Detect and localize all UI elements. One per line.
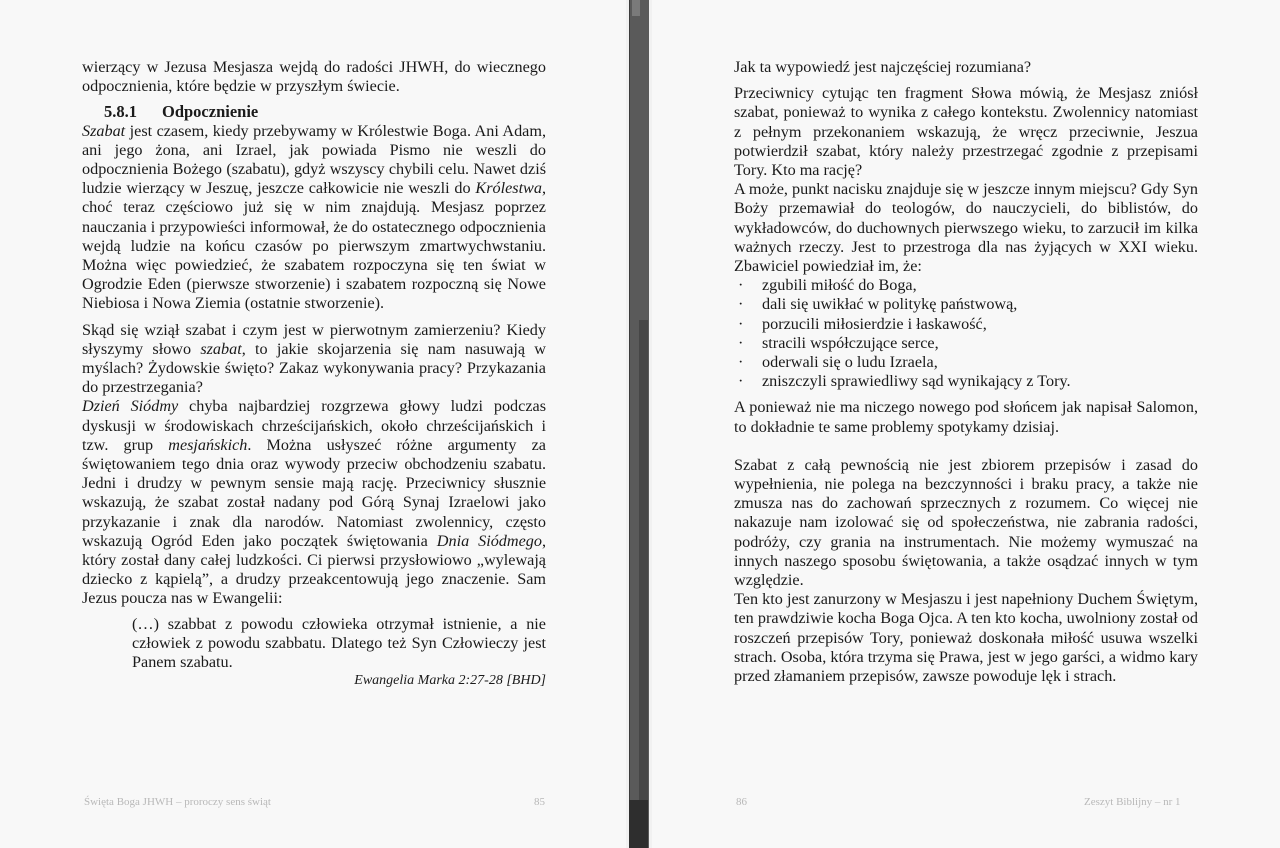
- text: , który został dany całej ludzkości. Ci pierwsi przysłowiowo „wylewają dziecko z kąpielą”, a drudzy przeakcentowują jego znaczenie. Sam Jezus poucza nas w Ewangelii:: [82, 531, 546, 608]
- gutter-shade: [632, 0, 640, 16]
- paragraph: Szabat z całą pewnością nie jest zbiorem przepisów i zasad do wypełnienia, nie polega na bezczynności i braku pracy, a także nie zmusza nas do zachowań sprzecznych z rozumem. Co więcej nie nakazuje nam izolować się od społeczeństwa, nie zabrania radości, podróży, czy grania na instrumentach. Nie możemy wymuszać na innych naszego sposobu świętowania, a także osądzać innych w tym względzie.: [734, 455, 1198, 590]
- page-gutter: [626, 0, 652, 848]
- text: , choć teraz częściowo już się w nim znajdują. Mesjasz poprzez nauczania i przypowieści informował, że do ostatecznego odpocznienia wejdą ludzie na końcu czasów po pierwszym zmartwychwstaniu. Można więc powiedzieć, że szabatem rozpoczyna się ten świat w Ogrodzie Eden (pierwsze stworzenie) i szabatem rozpoczną się Nowe Niebiosa i Nowa Ziemia (ostatnie stworzenie).: [82, 179, 546, 313]
- emphasis: szabat: [200, 339, 242, 358]
- list-item: · porzucili miłosierdzie i łaskawość,: [734, 315, 1198, 334]
- text: chyba najbardziej rozgrzewa głowy ludzi podczas dyskusji w środowiskach chrześcijańskich, około chrześcijańskich i tzw. grup: [82, 397, 546, 454]
- list-item: · zniszczyli sprawiedliwy sąd wynikający z Tory.: [734, 372, 1198, 391]
- text: , to jakie skojarzenia się nam nasuwają w myślach? Żydowskie święto? Zakaz wykonywania pracy? Przykazania do przestrzegania?: [82, 339, 546, 397]
- paragraph: [82, 321, 546, 398]
- emphasis: Dnia Siódmego: [436, 531, 542, 550]
- section-title: Odpocznienie: [162, 102, 259, 122]
- list-item: · dali się uwikłać w politykę państwową,: [734, 295, 1198, 314]
- page-number: 85: [534, 796, 545, 808]
- text: . Można usłyszeć różne argumenty za świętowaniem tego dnia oraz wywody przeciw obchodzeniu szabatu. Jedni i drudzy w pewnym sensie mają rację. Przeciwnicy słusznie wskazują, że szabat został nadany pod Górą Synaj Izraelowi jako przykazanie i znak dla narodów. Natomiast zwolennicy, często wskazują Ogród Eden jako początek świętowania: [82, 435, 546, 550]
- paragraph: Ten kto jest zanurzony w Mesjaszu i jest napełniony Duchem Świętym, ten prawdziwie kocha Boga Ojca. A ten kto kocha, uwolniony został od roszczeń przepisów Tory, ponieważ doskonała miłość usuwa wszelki strach. Osoba, która trzyma się Prawa, jest w jego garści, a widmo kary przed złamaniem przepisów, zawsze powoduje lęk i strach.: [734, 590, 1198, 686]
- text: Skąd się wziął szabat i czym jest w pierwotnym zamierzeniu? Kiedy słyszymy słowo: [82, 320, 546, 358]
- footer-title: Zeszyt Biblijny – nr 1: [1084, 796, 1181, 808]
- paragraph: A ponieważ nie ma niczego nowego pod słońcem jak napisał Salomon, to dokładnie te same problemy spotykamy dzisiaj.: [734, 398, 1198, 436]
- paragraph: [82, 122, 546, 314]
- page-number: 86: [736, 796, 747, 808]
- text: jest czasem, kiedy przebywamy w Królestwie Boga. Ani Adam, ani jego żona, ani Izrael, jak powiada Pismo nie weszli do odpocznienia Bożego (szabatu), gdyż wszyscy chybili celu. Nawet dziś ludzie wierzący w Jeszuę, jeszcze całkowicie nie weszli do: [82, 121, 546, 198]
- paragraph: [82, 397, 546, 608]
- right-page: [652, 0, 1280, 848]
- paragraph: Jak ta wypowiedź jest najczęściej rozumiana?: [734, 58, 1032, 76]
- emphasis: Dzień Siódmy: [82, 397, 179, 416]
- gutter-shade: [639, 320, 648, 800]
- gutter-shade: [629, 800, 648, 848]
- paragraph: A może, punkt nacisku znajduje się w jeszcze innym miejscu? Gdy Syn Boży przemawiał do teologów, do nauczycieli, do biblistów, do wykładowców, do duchownych pierwszego wieku, to zarzucił im kilka ważnych rzeczy. Jest to przestroga dla nas żyjących w XXI wieku. Zbawiciel powiedział im, że:: [734, 180, 1198, 276]
- footer-title: Święta Boga JHWH – proroczy sens świąt: [84, 796, 271, 808]
- paragraph: Przeciwnicy cytując ten fragment Słowa mówią, że Mesjasz zniósł szabat, ponieważ to wynika z całego kontekstu. Zwolennicy natomiast z pełnym przekonaniem wskazują, że wręcz przeciwnie, Jeszua potwierdził szabat, który należy przestrzegać zgodnie z przepisami Tory. Kto ma rację?: [734, 84, 1198, 180]
- emphasis: Królestwa: [475, 179, 542, 198]
- section-heading: [104, 102, 546, 121]
- emphasis: mesjańskich: [168, 435, 248, 454]
- quote-source: Ewangelia Marka 2:27-28 [BHD]: [354, 673, 546, 689]
- intro-paragraph: wierzący w Jezusa Mesjasza wejdą do radości JHWH, do wiecznego odpocznienia, które będzie w przyszłym świecie.: [82, 58, 546, 96]
- list-item: · oderwali się o ludu Izraela,: [734, 353, 1198, 372]
- bullet-list: [734, 276, 1198, 391]
- right-page-content: [734, 58, 1198, 686]
- left-page-content: [82, 58, 546, 690]
- list-item: · zgubili miłość do Boga,: [734, 276, 1198, 295]
- section-number: 5.8.1: [104, 102, 137, 122]
- scripture-quote: (…) szabbat z powodu człowieka otrzymał istnienie, a nie człowiek z powodu szabbatu. Dlatego też Syn Człowieczy jest Panem szabatu.: [132, 614, 546, 672]
- list-item: · stracili współczujące serce,: [734, 334, 1198, 353]
- emphasis: Szabat: [82, 121, 126, 140]
- left-page: [0, 0, 626, 848]
